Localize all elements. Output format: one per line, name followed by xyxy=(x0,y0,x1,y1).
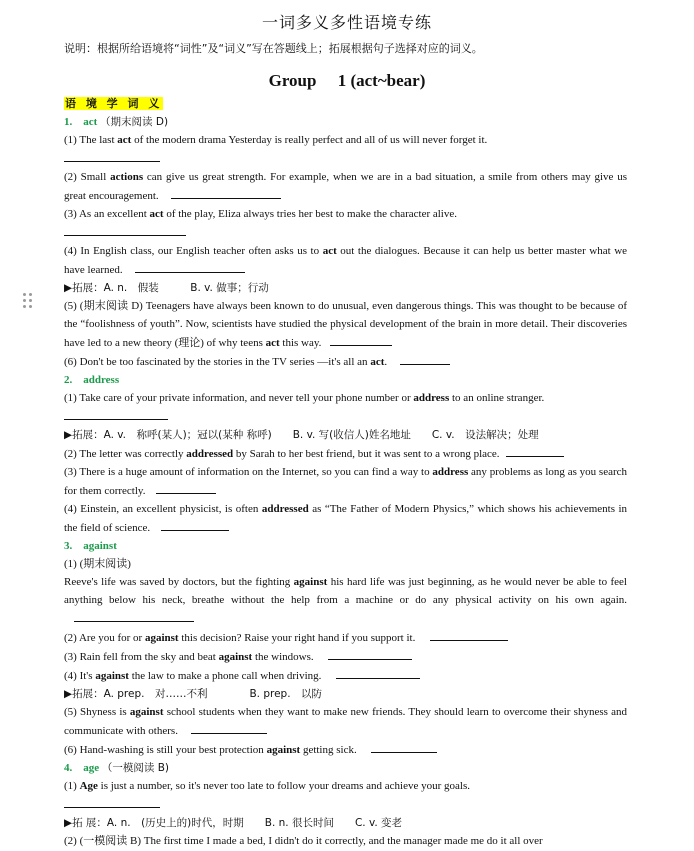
sentence-against-2: (2) Are you for or against this decision? Raise your right hand if you support it. xyxy=(64,628,627,647)
word-heading-act: 1. act （期末阅读 D) xyxy=(64,116,169,128)
answer-line[interactable] xyxy=(74,609,194,622)
extension-options-act: ▶拓展：A. n. 假装 B. v. 做事；行动 xyxy=(64,282,269,294)
instruction-text: 说明：根据所给语境将“词性”及“词义”写在答题线上；拓展根据句子选择对应的词义。 xyxy=(64,42,483,55)
sentence-against-5: (5) Shyness is against school students when they want to make new friends. They should learn to overcome their shyness and communicate with others. xyxy=(64,706,627,737)
sentence-address-4: (4) Einstein, an excellent physicist, is often addressed as “The Father of Modern Physics,” which shows his achievements in the field of science. xyxy=(64,503,628,534)
answer-line[interactable] xyxy=(400,352,450,365)
answer-line[interactable] xyxy=(506,444,564,457)
sentence-age-2: (2) (一模阅读 B) The first time I made a bed, I didn't do it correctly, and the manager made me do it all over xyxy=(64,835,543,847)
answer-line[interactable] xyxy=(161,518,229,531)
document-body xyxy=(64,95,627,850)
answer-line[interactable] xyxy=(430,628,508,641)
answer-line[interactable] xyxy=(336,666,420,679)
section-label: 语 境 学 词 义 xyxy=(65,97,163,110)
answer-line[interactable] xyxy=(135,260,245,273)
extension-options-age: ▶拓 展：A. n. (历史上的)时代，时期 B. n. 很长时间 C. v. 变老 xyxy=(64,817,403,829)
answer-line[interactable] xyxy=(64,407,627,426)
sentence-against-1-source: (1) (期末阅读) xyxy=(64,558,131,570)
extension-options-address: ▶拓展：A. v. 称呼(某人)；冠以(某种 称呼) B. v. 写(收信人)姓名地址 C. v. 设法解决；处理 xyxy=(64,429,539,441)
answer-line[interactable] xyxy=(64,149,627,168)
extension-options-against: ▶拓展：A. prep. 对……不利 B. prep. 以防 xyxy=(64,688,323,700)
sentence-act-4: (4) In English class, our English teacher often asks us to act out the dialogues. Because it can help us better master what we have learned. xyxy=(64,245,628,276)
word-heading-against: 3. against xyxy=(64,540,117,552)
answer-line[interactable] xyxy=(171,186,281,199)
answer-line[interactable] xyxy=(64,223,627,242)
sentence-act-1: (1) The last act of the modern drama Yesterday is really perfect and all of us will never forget it. xyxy=(64,134,488,146)
sentence-against-6: (6) Hand-washing is still your best protection against getting sick. xyxy=(64,740,627,759)
group-heading: Group 1 (act~bear) xyxy=(268,71,426,90)
page-title: 一词多义多性语境专练 xyxy=(261,13,432,32)
sentence-address-3: (3) There is a huge amount of information on the Internet, so you can find a way to address any problems as long as you search for them correctly. xyxy=(64,466,628,497)
sentence-against-1: Reeve's life was saved by doctors, but the fighting against his hard life was just beginning, as he would never be able to feel anything below his neck, breathe without the help from a machine or do any physical activity on his own again. xyxy=(64,573,627,628)
answer-line[interactable] xyxy=(330,333,392,346)
sentence-act-2: (2) Small actions can give us great strength. For example, when we are in a bad situation, a smile from others may give us great encouragement. xyxy=(64,171,628,202)
answer-line[interactable] xyxy=(64,795,627,814)
sentence-address-2: (2) The letter was correctly addressed by Sarah to her best friend, but it was sent to a wrong place. xyxy=(64,444,627,463)
answer-line[interactable] xyxy=(371,740,437,753)
word-heading-address: 2. address xyxy=(64,374,120,386)
sentence-act-6: (6) Don't be too fascinated by the stories in the TV series —it's all an act. xyxy=(64,352,627,371)
sentence-act-5: (5) (期末阅读 D) Teenagers have always been known to do unusual, even dangerous things. This was thought to be because of the “foolishness of youth”. Now, scientists have studied the physical development of the brain in more detail. Their discoveries have led to a new theory (理论) of why teens act this way. xyxy=(64,300,627,349)
drag-handle-icon[interactable] xyxy=(23,293,33,309)
sentence-address-1: (1) Take care of your private information, and never tell your phone number or address to an online stranger. xyxy=(64,392,545,404)
answer-line[interactable] xyxy=(328,647,412,660)
sentence-age-1: (1) Age is just a number, so it's never too late to follow your dreams and achieve your goals. xyxy=(64,780,470,792)
sentence-against-4: (4) It's against the law to make a phone call when driving. xyxy=(64,666,627,685)
answer-line[interactable] xyxy=(156,481,216,494)
sentence-act-3: (3) As an excellent act of the play, Eliza always tries her best to make the character alive. xyxy=(64,208,457,220)
answer-line[interactable] xyxy=(191,721,267,734)
word-heading-age: 4. age （一模阅读 B) xyxy=(64,762,170,774)
sentence-against-3: (3) Rain fell from the sky and beat against the windows. xyxy=(64,647,627,666)
